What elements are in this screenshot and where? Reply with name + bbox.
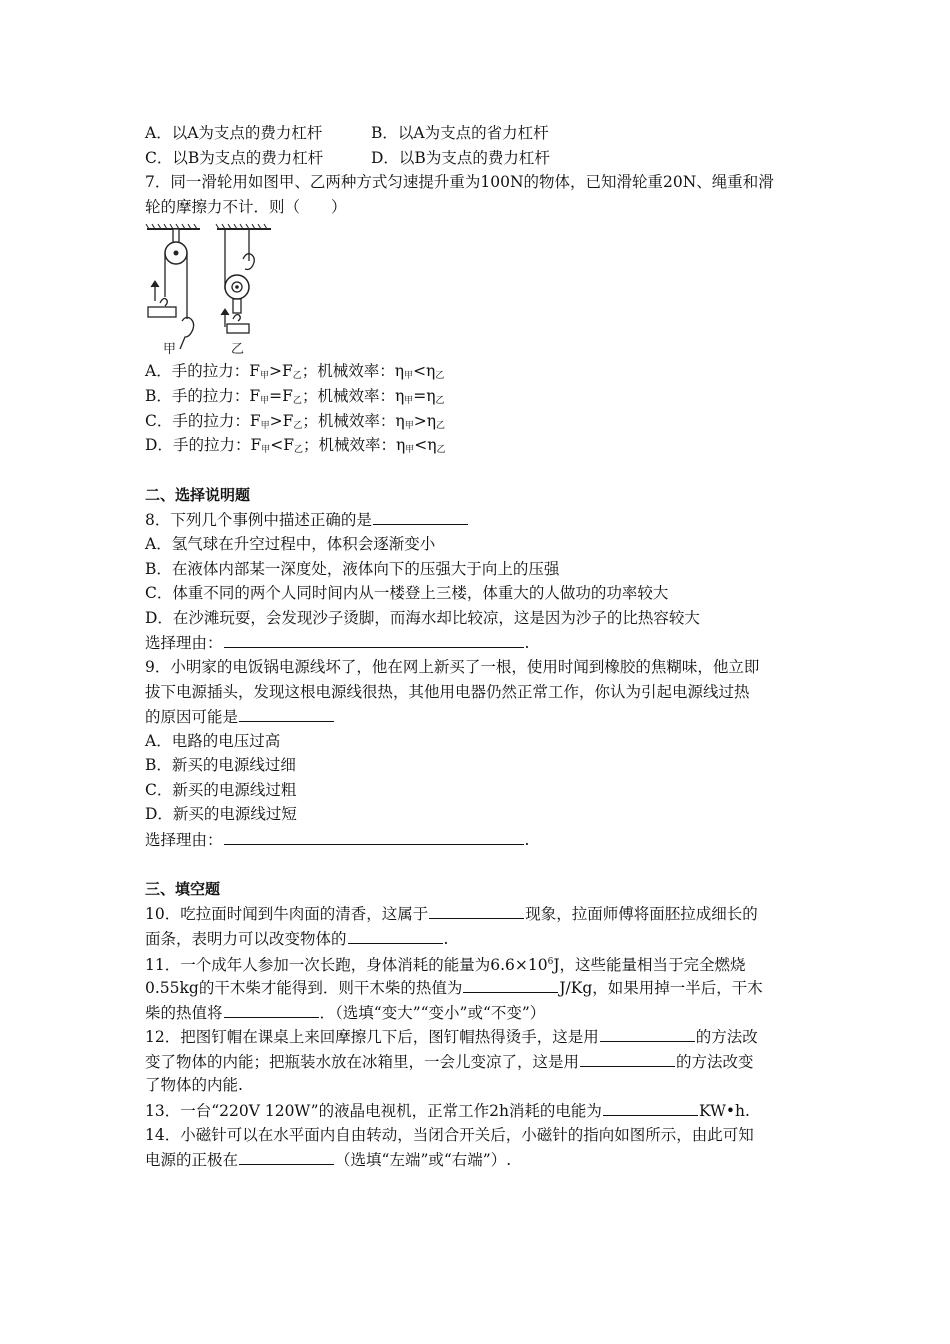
q7-option-d: D．手的拉力：$F_甲<F_乙$；机械效率：$\eta_甲<\eta_乙$ — [145, 436, 446, 456]
q6-options-row-2 — [145, 146, 825, 171]
q10-line-2: 面条，表明力可以改变物体的 . — [145, 926, 825, 951]
q9-stem-line-2: 拔下电源插头，发现这根电源线很热，其他用电器仍然正常工作，你认为引起电源线过热 — [145, 682, 750, 701]
q11-line-2: 0.55kg的干木柴才能得到．则干木柴的热值为 J/Kg，如果用掉一半后，干木 — [145, 975, 825, 1000]
q8-option-a: A．氢气球在升空过程中，体积会逐渐变小 — [145, 534, 436, 553]
ceiling-yi — [216, 224, 271, 229]
figure-label-jia: 甲 — [163, 342, 177, 358]
q12-blank-1[interactable] — [600, 1024, 695, 1042]
q8-answer-blank[interactable] — [373, 507, 468, 525]
q9-option-a: A．电路的电压过高 — [145, 731, 281, 750]
q8-option-b: B．在液体内部某一深度处，液体向下的压强大于向上的压强 — [145, 559, 560, 578]
q6-option-a: A．以A为支点的费力杠杆 — [145, 124, 323, 142]
q12-line-2: 变了物体的内能；把瓶装水放在冰箱里，一会儿变凉了，这是用 的方法改变 — [145, 1049, 825, 1074]
q14-line-2: 电源的正极在 （选填“左端”或“右端”）. — [145, 1147, 825, 1172]
q10-blank-2[interactable] — [348, 926, 443, 944]
q8-stem: 8．下列几个事例中描述正确的是 — [145, 507, 825, 532]
document-page — [145, 121, 825, 1172]
q9-option-b: B．新买的电源线过细 — [145, 756, 296, 775]
q7-stem-line-1: 7．同一滑轮用如图甲、乙两种方式匀速提升重为100N的物体，已知滑轮重20N、绳重和滑 — [145, 173, 774, 192]
pulley-figure — [145, 219, 825, 359]
q14-line-1: 14．小磁针可以在水平面内自由转动，当闭合开关后，小磁针的指向如图所示，由此可知 — [145, 1125, 754, 1144]
q11-line-1: 11．一个成年人参加一次长跑，身体消耗的能量为$6.6\times 10^6J$，这些能量相当于完全燃烧 — [145, 956, 746, 975]
q8-option-c: C．体重不同的两个人同时间内从一楼登上三楼，体重大的人做功的功率较大 — [145, 584, 669, 603]
q10-line-1: 10．吃拉面时闻到牛肉面的清香，这属于 现象，拉面师傅将面胚拉成细长的 — [145, 901, 825, 926]
q9-stem-line-3: 的原因可能是 — [145, 704, 825, 729]
fixed-pulley — [148, 229, 194, 349]
q7-option-b: B．手的拉力：$F_甲=F_乙$；机械效率：$\eta_甲=\eta_乙$ — [145, 386, 445, 406]
q8-option-d: D．在沙滩玩耍，会发现沙子烫脚，而海水却比较凉，这是因为沙子的比热容较大 — [145, 608, 700, 627]
q6-option-c: C．以B为支点的费力杠杆 — [145, 148, 324, 167]
section-2-title: 二、选择说明题 — [145, 485, 251, 504]
ceiling-jia — [146, 224, 200, 229]
q12-line-3: 了物体的内能. — [145, 1076, 243, 1095]
pulley-diagram — [145, 223, 275, 359]
q13-line: 13．一台“220V 120W”的液晶电视机，正常工作2h消耗的电能为 KW•h. — [145, 1098, 825, 1123]
q9-option-c: C．新买的电源线过粗 — [145, 780, 297, 799]
q6-option-b: B．以A为支点的省力杠杆 — [371, 124, 549, 142]
q9-stem-line-1: 9．小明家的电饭锅电源线坏了，他在网上新买了一根，使用时闻到橡胶的焦糊味，他立即 — [145, 657, 760, 676]
q7-stem-line-2: 轮的摩擦力不计．则（ ） — [145, 197, 347, 216]
q7-option-c: C．手的拉力：$F_甲>F_乙$；机械效率：$\eta_甲>\eta_乙$ — [145, 411, 446, 431]
q9-reason: 选择理由： . — [145, 827, 825, 852]
q9-answer-blank[interactable] — [239, 704, 334, 722]
q11-line-3: 柴的热值将 ．（选填“变大”“变小”或“不变”） — [145, 1000, 825, 1025]
q11-blank-2[interactable] — [224, 1000, 319, 1018]
movable-pulley — [221, 229, 254, 333]
q7-option-a: A．手的拉力：$F_甲>F_乙$；机械效率：$\eta_甲<\eta_乙$ — [145, 362, 445, 382]
q6-options-row-1 — [145, 121, 825, 146]
section-3-title: 三、填空题 — [145, 879, 221, 898]
q14-blank[interactable] — [239, 1147, 334, 1165]
q9-reason-blank[interactable] — [224, 827, 524, 845]
q12-blank-2[interactable] — [580, 1049, 675, 1067]
q6-option-d: D．以B为支点的费力杠杆 — [371, 148, 550, 167]
q13-blank[interactable] — [603, 1098, 698, 1116]
q12-line-1: 12．把图钉帽在课桌上来回摩擦几下后，图钉帽热得烫手，这是用 的方法改 — [145, 1024, 825, 1049]
q10-blank-1[interactable] — [429, 901, 524, 919]
q9-option-d: D．新买的电源线过短 — [145, 805, 297, 824]
figure-label-yi: 乙 — [231, 342, 245, 358]
q8-reason-blank[interactable] — [224, 630, 524, 648]
q11-blank-1[interactable] — [463, 975, 558, 993]
q8-reason: 选择理由： . — [145, 630, 825, 655]
